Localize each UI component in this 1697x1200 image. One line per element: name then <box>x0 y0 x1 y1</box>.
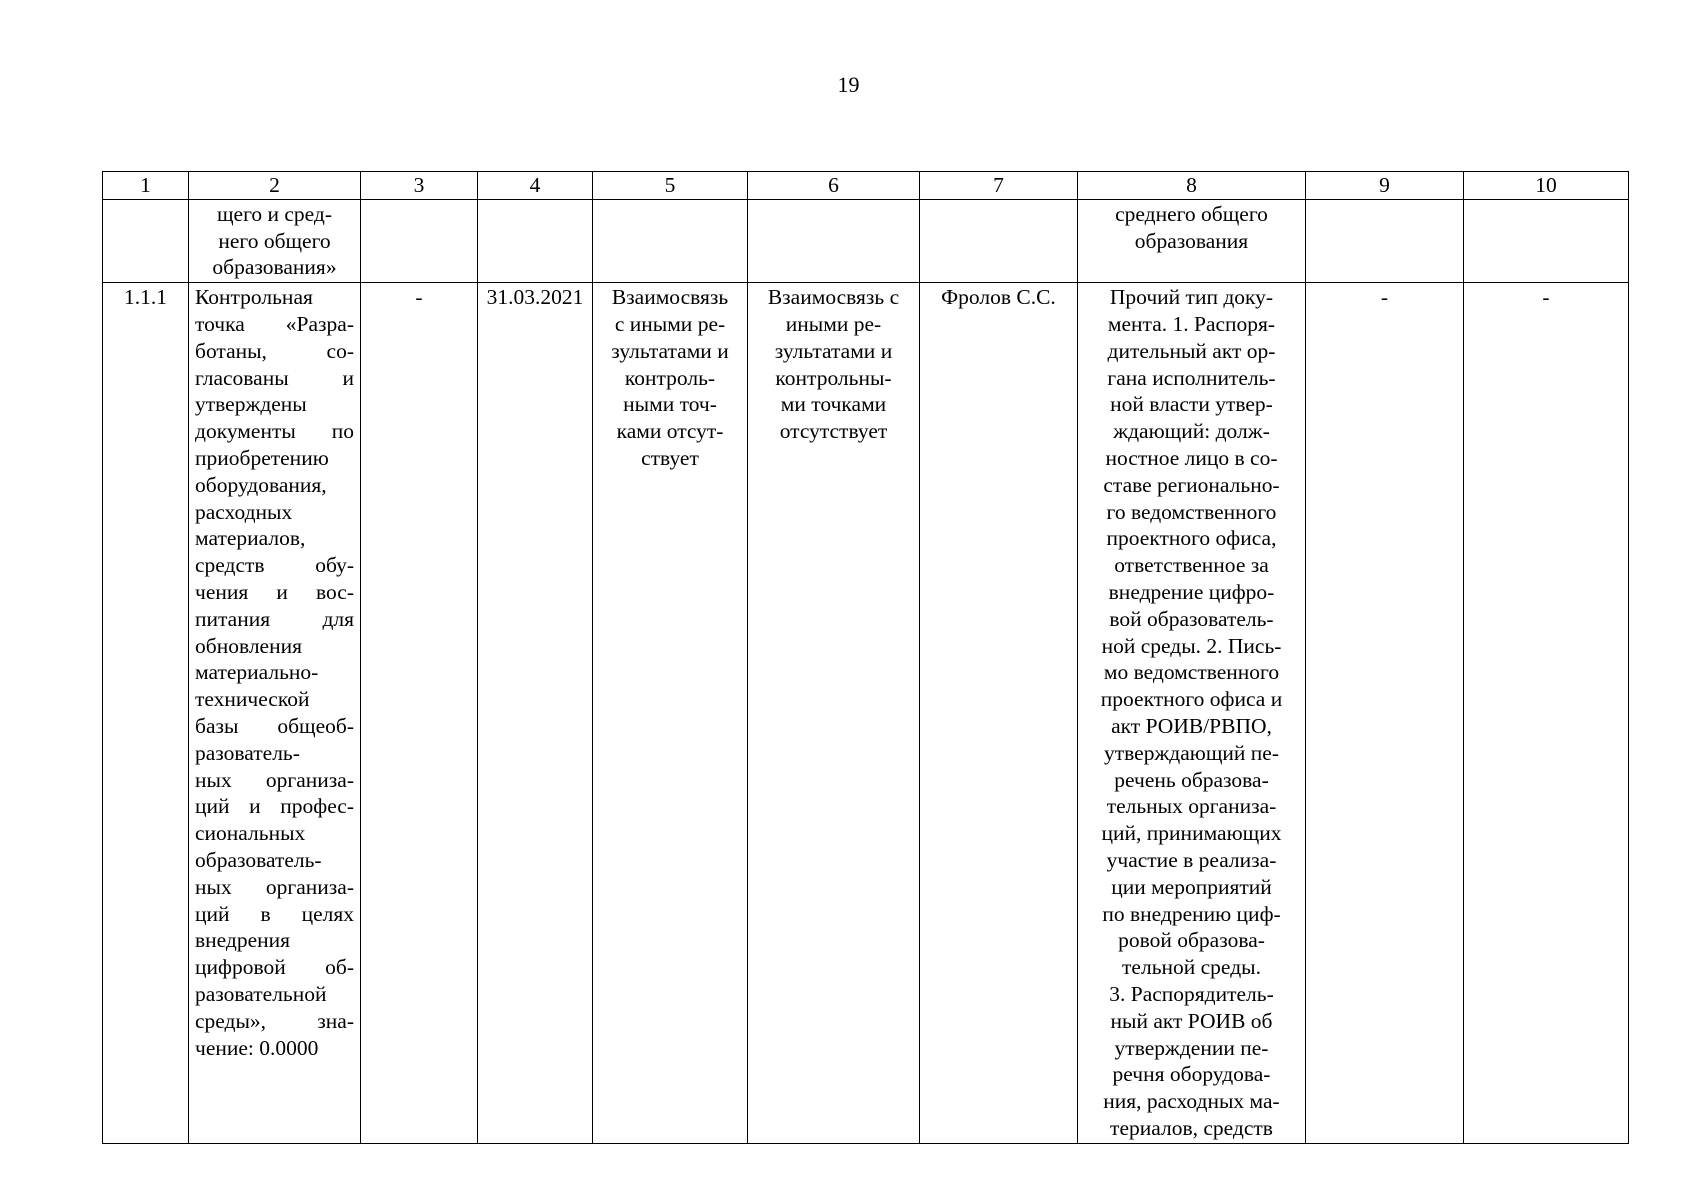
text-line: 3. Распорядитель- <box>1109 981 1274 1006</box>
text-line: чения и вос- <box>195 579 354 604</box>
text-line: тельной среды. <box>1122 955 1261 980</box>
text-line: ботаны, со- <box>195 338 354 363</box>
text-line: цифровой об- <box>195 955 354 980</box>
text-line: го ведомственного <box>1106 499 1277 524</box>
text-line: ками отсут- <box>616 419 724 444</box>
col-header-6: 6 <box>748 172 920 200</box>
cont-cell-10 <box>1464 199 1629 282</box>
text-line: Взаимосвязь <box>611 285 729 310</box>
column-number-row <box>103 172 1629 200</box>
text-line: разовательной <box>195 981 327 1006</box>
text-line: зультатами и <box>774 338 893 363</box>
text-line: териалов, средств <box>1110 1115 1273 1140</box>
text-line: ставе регионально- <box>1103 472 1280 497</box>
text-line: дительный акт ор- <box>1107 338 1276 363</box>
text-line: документы по <box>195 419 354 444</box>
text-line: ции мероприятий <box>1111 874 1272 899</box>
text-line: контроль- <box>624 365 716 390</box>
text-line: образователь- <box>195 847 322 872</box>
text-line: гласованы и <box>195 365 354 390</box>
cont-cell-3 <box>361 199 478 282</box>
col-header-4: 4 <box>478 172 593 200</box>
row-1-1-1 <box>103 283 1629 1144</box>
col-header-8: 8 <box>1078 172 1306 200</box>
text-line: образования <box>1134 228 1249 253</box>
text-line: вой образователь- <box>1109 606 1274 631</box>
text-line: по внедрению циф- <box>1102 901 1281 926</box>
col-header-10: 10 <box>1464 172 1629 200</box>
text-line: Взаимосвязь с <box>767 285 900 310</box>
text-line: отсутствует <box>779 419 888 444</box>
text-line: утверждающий пе- <box>1103 740 1279 765</box>
text-line: ных организа- <box>195 874 354 899</box>
cont-cell-7 <box>920 199 1078 282</box>
text-line: обновления <box>195 633 302 658</box>
col-header-7: 7 <box>920 172 1078 200</box>
text-line: ный акт РОИВ об <box>1110 1008 1273 1033</box>
text-line: оборудования, <box>195 472 327 497</box>
text-line: утверждены <box>195 392 307 417</box>
text-line: мо ведомственного <box>1103 660 1280 685</box>
text-line: внедрение цифро- <box>1108 579 1275 604</box>
text-line: ций и профес- <box>195 794 354 819</box>
col-header-9: 9 <box>1306 172 1464 200</box>
col9-value: - <box>1306 283 1464 1144</box>
text-line: приобретению <box>195 445 329 470</box>
text-line: проектного офиса, <box>1106 526 1277 551</box>
text-line: ностное лицо в со- <box>1105 445 1278 470</box>
text-line: щего и сред- <box>216 201 333 226</box>
text-line: ными точ- <box>623 392 717 417</box>
text-line: ной власти утвер- <box>1110 392 1273 417</box>
cont-cell-9 <box>1306 199 1464 282</box>
text-line: среднего общего <box>1115 201 1268 226</box>
text-line: акт РОИВ/РВПО, <box>1111 713 1272 738</box>
page-number: 19 <box>837 72 860 97</box>
text-line: ровой образова- <box>1118 928 1265 953</box>
text-line: утверждении пе- <box>1114 1035 1269 1060</box>
deadline-date: 31.03.2021 <box>478 283 593 1144</box>
text-line: Контрольная <box>195 285 313 310</box>
text-line: расходных <box>195 499 293 524</box>
continuation-row <box>103 199 1629 282</box>
text-line: образования» <box>212 255 337 280</box>
text-line: иными ре- <box>785 311 882 336</box>
text-line: материально- <box>195 660 319 685</box>
cont-cell-5 <box>593 199 748 282</box>
text-line: ответственное за <box>1114 553 1269 578</box>
text-line: контрольны- <box>775 365 892 390</box>
text-line: ждающий: долж- <box>1113 419 1270 444</box>
responsible-person: Фролов С.С. <box>920 283 1078 1144</box>
cont-cell-4 <box>478 199 593 282</box>
text-line: внедрения <box>195 928 291 953</box>
text-line: ной среды. 2. Пись- <box>1101 633 1282 658</box>
text-line: материалов, <box>195 526 306 551</box>
text-line: питания для <box>195 606 354 631</box>
text-line: сиональных <box>195 821 306 846</box>
relation-cell-6 <box>748 283 920 1144</box>
text-line: участие в реализа- <box>1106 847 1277 872</box>
col3-value: - <box>361 283 478 1144</box>
col-header-1: 1 <box>103 172 189 200</box>
text-line: речень образова- <box>1114 767 1269 792</box>
text-line: среды», зна- <box>195 1008 354 1033</box>
control-point-description <box>189 283 361 1144</box>
text-line: разователь- <box>195 740 300 765</box>
text-line: технической <box>195 687 310 712</box>
col-header-2: 2 <box>189 172 361 200</box>
text-line: точка «Разра- <box>195 311 354 336</box>
cont-cell-6 <box>748 199 920 282</box>
col-header-5: 5 <box>593 172 748 200</box>
text-line: него общего <box>218 228 331 253</box>
text-line: ствует <box>641 445 699 470</box>
text-line: с иными ре- <box>614 311 726 336</box>
text-line: мента. 1. Распоря- <box>1107 311 1276 336</box>
text-line: базы общеоб- <box>195 713 354 738</box>
text-line: речня оборудова- <box>1112 1062 1271 1087</box>
text-line: средств обу- <box>195 553 354 578</box>
text-line: зультатами и <box>611 338 729 363</box>
text-line: чение: 0.0000 <box>195 1035 319 1060</box>
text-line: ций, принимающих <box>1101 821 1282 846</box>
document-type-cell <box>1078 283 1306 1144</box>
text-line: тельных организа- <box>1106 794 1277 819</box>
text-line: ния, расходных ма- <box>1103 1089 1280 1114</box>
cont-cell-8 <box>1078 199 1306 282</box>
plan-table <box>102 171 1629 1144</box>
cont-cell-2 <box>189 199 361 282</box>
text-line: ми точками <box>780 392 887 417</box>
cont-cell-1 <box>103 199 189 282</box>
col-header-3: 3 <box>361 172 478 200</box>
col10-value: - <box>1464 283 1629 1144</box>
relation-cell-5 <box>593 283 748 1144</box>
text-line: ций в целях <box>195 901 354 926</box>
text-line: гана исполнитель- <box>1107 365 1276 390</box>
text-line: проектного офиса и <box>1100 687 1283 712</box>
text-line: ных организа- <box>195 767 354 792</box>
text-line: Прочий тип доку- <box>1109 285 1274 310</box>
row-number: 1.1.1 <box>103 283 189 1144</box>
